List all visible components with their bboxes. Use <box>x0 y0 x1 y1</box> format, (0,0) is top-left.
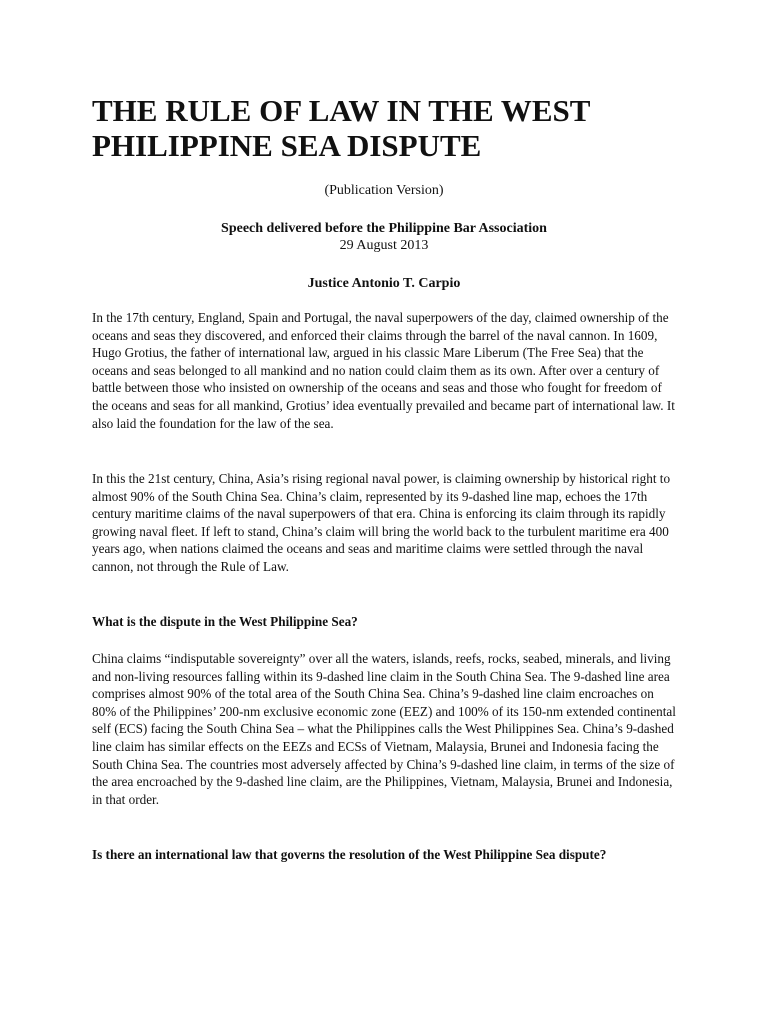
speech-occasion: Speech delivered before the Philippine Bar Association <box>221 221 547 236</box>
section-heading: What is the dispute in the West Philippine Sea? <box>92 614 358 629</box>
speech-date: 29 August 2013 <box>339 238 429 253</box>
body-paragraph: China claims “indisputable sovereignty” over all the waters, islands, reefs, rocks, seabed, minerals, and living and non-living resources falling within its 9-dashed line claim in the South China Sea. The 9-dashed line area comprises almost 90% of the total area of the South China Sea. China’s 9-dashed line claim encroaches on 80% of the Philippines’ 200-nm exclusive economic zone (EEZ) and 100% of its 150-nm extended continental self (ECS) facing the South China Sea – what the Philippines calls the West Philippines Sea. China’s 9-dashed line claim has similar effects on the EEZs and ECSs of Vietnam, Malaysia, Brunei and Indonesia facing the South China Sea. The countries most adversely affected by China’s 9-dashed line claim, in terms of the size of the area encroached by the 9-dashed line claim, are the Philippines, Vietnam, Malaysia, Brunei and Indonesia, in that order. <box>92 651 676 807</box>
body-paragraph: In this the 21st century, China, Asia’s rising regional naval power, is claiming ownership by historical right to almost 90% of the South China Sea. China’s claim, represented by its 9-dashed line map, echoes the 17th century maritime claims of the naval superpowers of that era. China is enforcing its claim through its rapidly growing naval fleet. If left to stand, China’s claim will bring the world back to the turbulent maritime era 400 years ago, when nations claimed the oceans and seas and maritime claims were settled through the naval cannon, not through the Rule of Law. <box>92 471 671 574</box>
body-paragraph: In the 17th century, England, Spain and Portugal, the naval superpowers of the day, claimed ownership of the oceans and seas they discovered, and enforced their claims through the barrel of the naval cannon. In 1609, Hugo Grotius, the father of international law, argued in his classic Mare Liberum (The Free Sea) that the oceans and seas belonged to all mankind and no nation could claim them as its own. After over a century of battle between those who insisted on ownership of the oceans and seas and those who fought for freedom of the oceans and seas for all mankind, Grotius’ idea eventually prevailed and became part of international law. It also laid the foundation for the law of the sea. <box>92 310 675 431</box>
author-name: Justice Antonio T. Carpio <box>307 276 461 291</box>
publication-version-note: (Publication Version) <box>324 183 444 198</box>
section-heading: Is there an international law that governs the resolution of the West Philippine Sea dispute? <box>92 847 607 862</box>
document-title: THE RULE OF LAW IN THE WEST PHILIPPINE SEA DISPUTE <box>92 93 590 163</box>
